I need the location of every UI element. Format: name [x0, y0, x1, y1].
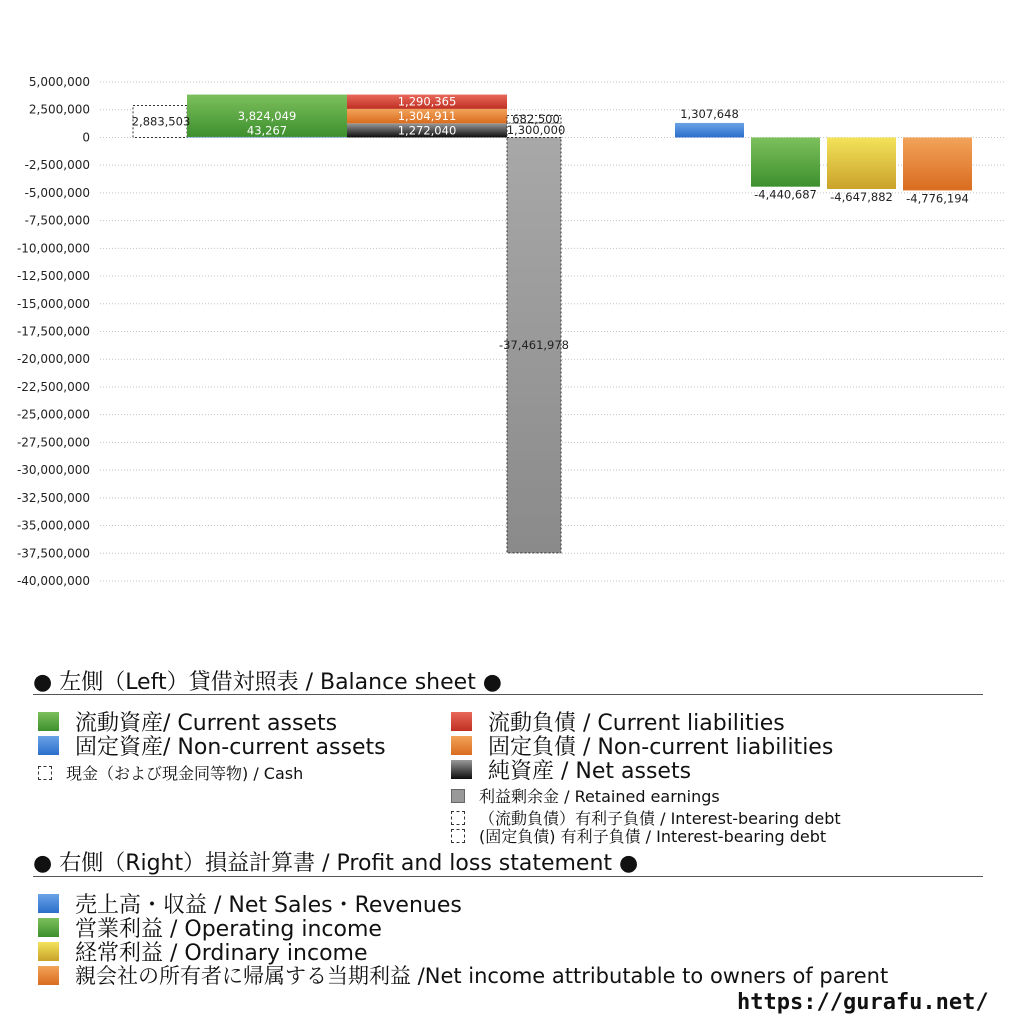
legend-label: 売上高・収益 / Net Sales・Revenues	[75, 893, 462, 918]
legend-label: 流動負債 / Current liabilities	[488, 711, 785, 736]
data-label-non-current-assets: 43,267	[246, 123, 288, 138]
legend-label: 親会社の所有者に帰属する当期利益 /Net income attributable to owners of parent	[75, 964, 889, 988]
y-tick-label: -27,500,000	[16, 435, 90, 450]
legend-right-rule	[33, 876, 983, 877]
bar-net-income-parent	[903, 137, 972, 190]
legend-item-current-liabilities	[451, 706, 785, 737]
data-label-current-assets: 3,824,049	[237, 108, 297, 123]
legend-item-net-sales	[38, 888, 462, 919]
data-label-current-interest-bearing-debt: 682,500	[512, 112, 560, 127]
legend-item-net-assets	[451, 754, 691, 785]
data-label-cash: 2,883,503	[131, 114, 191, 129]
y-tick-label: -5,000,000	[24, 185, 90, 200]
legend-left-rule	[33, 694, 983, 695]
legend-label: 利益剰余金 / Retained earnings	[479, 787, 720, 806]
y-tick-label: -22,500,000	[16, 379, 90, 394]
legend-item-retained-earnings	[451, 784, 720, 807]
y-tick-label: 5,000,000	[28, 75, 90, 89]
net-sales-swatch	[38, 894, 59, 913]
current-ibd-swatch	[451, 811, 465, 825]
data-label-ordinary-income: -4,647,882	[830, 189, 893, 204]
y-tick-label: -7,500,000	[24, 213, 90, 228]
y-tick-label: -35,000,000	[16, 518, 90, 533]
y-tick-label: -32,500,000	[16, 490, 90, 505]
legend-item-non-current-liabilities	[451, 730, 833, 761]
net-assets-swatch	[451, 760, 472, 779]
data-label-net-income-parent: -4,776,194	[906, 191, 969, 206]
legend-item-net-income-parent	[38, 960, 888, 990]
y-tick-label: 0	[82, 130, 90, 145]
y-tick-label: -40,000,000	[16, 574, 90, 588]
bar-ordinary-income	[827, 137, 896, 189]
legend-label: 純資産 / Net assets	[488, 759, 692, 784]
legend-item-ordinary-income	[38, 936, 368, 967]
legend-label: 経常利益 / Ordinary income	[75, 941, 368, 966]
net-income-parent-swatch	[38, 966, 59, 985]
y-tick-label: -20,000,000	[16, 352, 90, 367]
data-label-current-liabilities: 1,290,365	[397, 94, 457, 109]
data-label-retained-earnings: -37,461,978	[499, 338, 569, 353]
y-tick-label: -10,000,000	[16, 241, 90, 256]
y-tick-label: -25,000,000	[16, 407, 90, 422]
bar-net-sales	[675, 123, 744, 138]
legend-item-cash	[38, 761, 303, 784]
y-tick-label: -15,000,000	[16, 296, 90, 311]
legend-label: 現金（および現金同等物) / Cash	[66, 764, 304, 783]
y-tick-label: -12,500,000	[16, 269, 90, 284]
legend-label: 流動資産/ Current assets	[75, 711, 338, 736]
legend-item-current-assets	[38, 706, 337, 737]
legend-label: 固定負債 / Non-current liabilities	[488, 735, 834, 760]
y-tick-label: -2,500,000	[24, 158, 90, 173]
legend-item-non-current-ibd	[451, 824, 826, 847]
legend-label: （流動負債）有利子負債 / Interest-bearing debt	[479, 809, 841, 828]
legend-label: 固定資産/ Non-current assets	[75, 735, 386, 760]
y-tick-label: -37,500,000	[16, 546, 90, 561]
y-axis	[17, 75, 90, 588]
current-liabilities-swatch	[451, 712, 472, 731]
bar-operating-income	[751, 137, 820, 186]
bars	[133, 95, 972, 553]
legend-right-title: ● 右側（Right）損益計算書 / Profit and loss statement ●	[33, 851, 639, 876]
y-tick-label: -17,500,000	[16, 324, 90, 339]
data-label-net-assets: 1,272,040	[397, 123, 457, 138]
legend-label: (固定負債) 有利子負債 / Interest-bearing debt	[479, 827, 827, 846]
operating-income-swatch	[38, 918, 59, 937]
cash-swatch	[38, 766, 52, 780]
legend-item-non-current-assets	[38, 730, 386, 761]
legend-label: 営業利益 / Operating income	[75, 917, 382, 942]
y-tick-label: 2,500,000	[28, 102, 90, 117]
data-label-net-sales: 1,307,648	[680, 106, 739, 121]
non-current-liabilities-swatch	[451, 736, 472, 755]
legend-item-current-ibd	[451, 806, 841, 829]
data-label-operating-income: -4,440,687	[754, 187, 817, 202]
non-current-ibd-swatch	[451, 829, 465, 843]
data-label-non-current-liabilities: 1,304,911	[397, 109, 457, 124]
current-assets-swatch	[38, 712, 59, 731]
y-tick-label: -30,000,000	[16, 463, 90, 478]
non-current-assets-swatch	[38, 736, 59, 755]
data-label-non-current-interest-bearing-debt: 1,300,000	[506, 123, 566, 138]
source-url: https://gurafu.net/	[737, 990, 989, 1015]
retained-earnings-swatch	[451, 789, 465, 803]
legend-left-title: ● 左側（Left）貸借対照表 / Balance sheet ●	[33, 670, 503, 695]
legend-item-operating-income	[38, 912, 382, 943]
ordinary-income-swatch	[38, 942, 59, 961]
